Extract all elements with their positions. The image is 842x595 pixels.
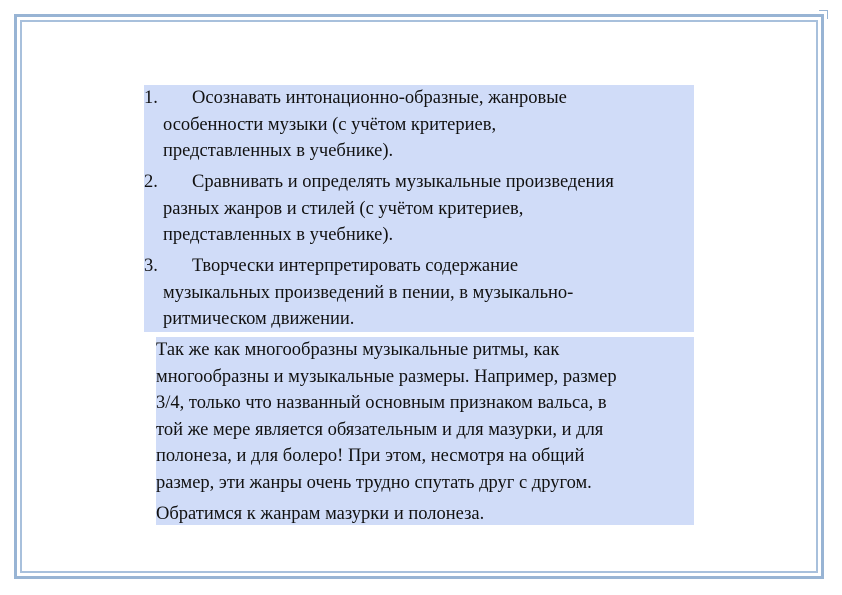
paragraph-line: Так же как многообразны музыкальные ритмы, как [156, 340, 560, 360]
list-item-line: музыкальных произведений в пении, в музыкально- [163, 282, 574, 303]
paragraph-line: полонеза, и для болеро! При этом, несмотря на общий [156, 446, 585, 466]
paragraph-line: многообразны и музыкальные размеры. Например, размер [156, 366, 617, 387]
list-item-line: представленных в учебнике). [163, 141, 394, 161]
list-item-line: Сравнивать и определять музыкальные произведения [192, 172, 614, 192]
list-item-line: представленных в учебнике). [163, 225, 394, 245]
paragraph-line: 3/4, только что названный основным признаком вальса, в [156, 393, 607, 413]
objectives-list [144, 85, 694, 332]
paragraph-line: размер, эти жанры очень трудно спутать друг с другом. [156, 472, 592, 493]
list-item-line: Творчески интерпретировать содержание [192, 256, 519, 276]
body-paragraph [156, 337, 694, 525]
frame-corner-decoration [819, 10, 828, 19]
closing-line: Обратимся к жанрам мазурки и полонеза. [156, 504, 485, 524]
list-item-number: 1. [144, 88, 158, 108]
paragraph-line: той же мере является обязательным и для мазурки, и для [156, 419, 604, 440]
list-item-number: 2. [144, 172, 158, 192]
list-item-line: ритмическом движении. [163, 309, 355, 329]
list-item-line: разных жанров и стилей (с учётом критериев, [163, 198, 524, 219]
list-item-number: 3. [144, 256, 158, 276]
list-item-line: Осознавать интонационно-образные, жанровые [192, 88, 567, 108]
list-item-line: особенности музыки (с учётом критериев, [163, 114, 497, 135]
